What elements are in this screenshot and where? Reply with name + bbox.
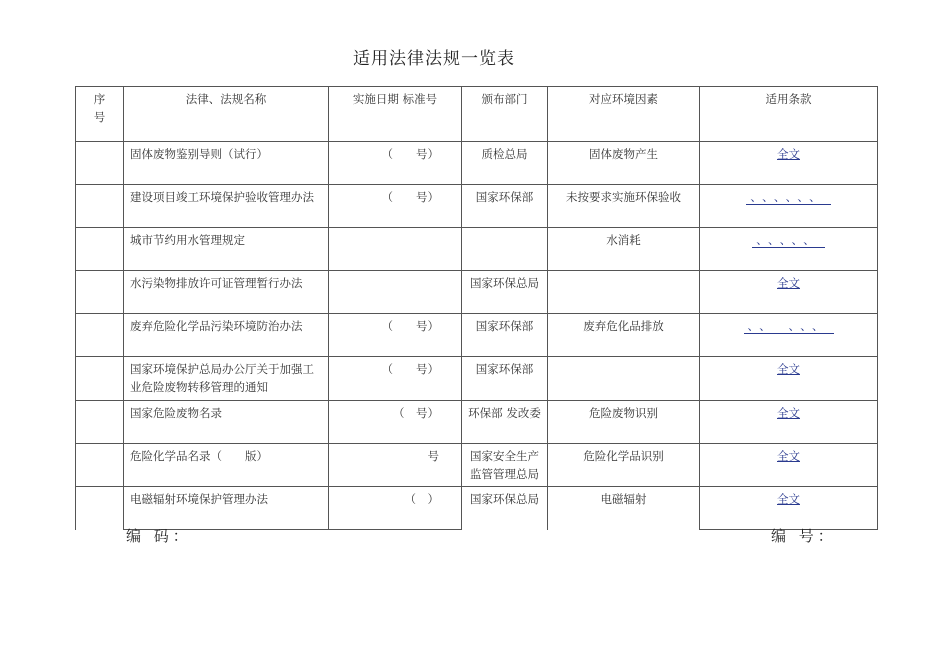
date-standard: （ ） [329, 487, 462, 530]
date-standard [329, 271, 462, 314]
row-number [76, 357, 124, 401]
regulation-name: 电磁辐射环境保护管理办法 [124, 487, 329, 530]
clause-link[interactable]: 全文 [777, 362, 800, 376]
clause-link[interactable]: 全文 [777, 147, 800, 161]
row-number [76, 487, 124, 530]
clause-marks: 、、、、、 [752, 233, 825, 248]
issuing-dept: 国家环保总局 [462, 487, 548, 530]
table-row [76, 357, 878, 401]
applicable-clause [700, 185, 878, 228]
regulation-name: 国家环境保护总局办公厅关于加强工业危险废物转移管理的通知 [124, 357, 329, 401]
header-no: 序 号 [76, 87, 124, 142]
table-row [76, 314, 878, 357]
issuing-dept: 国家环保部 [462, 185, 548, 228]
table-header-row [76, 87, 878, 142]
header-clause: 适用条款 [700, 87, 878, 142]
table-row [76, 185, 878, 228]
environmental-factor: 危险化学品识别 [548, 444, 700, 487]
environmental-factor: 电磁辐射 [548, 487, 700, 530]
clause-link[interactable]: 全文 [777, 449, 800, 463]
date-standard: （ 号） [329, 357, 462, 401]
environmental-factor: 水消耗 [548, 228, 700, 271]
date-standard [329, 228, 462, 271]
row-number [76, 271, 124, 314]
table-row [76, 401, 878, 444]
applicable-clause [700, 228, 878, 271]
regulation-name: 废弃危险化学品污染环境防治办法 [124, 314, 329, 357]
table-row [76, 228, 878, 271]
applicable-clause [700, 314, 878, 357]
applicable-clause [700, 142, 878, 185]
clause-link[interactable]: 全文 [777, 492, 800, 506]
row-number [76, 314, 124, 357]
regulation-name: 建设项目竣工环境保护验收管理办法 [124, 185, 329, 228]
environmental-factor: 废弃危化品排放 [548, 314, 700, 357]
issuing-dept: 国家环保部 [462, 314, 548, 357]
applicable-clause [700, 444, 878, 487]
table-row [76, 487, 878, 530]
clause-marks: 、、 、、、 [744, 319, 834, 334]
header-dept: 颁布部门 [462, 87, 548, 142]
applicable-clause [700, 487, 878, 530]
table-row [76, 142, 878, 185]
issuing-dept: 国家环保部 [462, 357, 548, 401]
date-standard: （ 号） [329, 185, 462, 228]
clause-marks: 、、、、、、 [746, 190, 830, 205]
clause-link[interactable]: 全文 [777, 276, 800, 290]
date-standard: （ 号） [329, 314, 462, 357]
environmental-factor: 危险废物识别 [548, 401, 700, 444]
regulation-name: 城市节约用水管理规定 [124, 228, 329, 271]
page-title: 适用法律法规一览表 [353, 49, 515, 69]
environmental-factor [548, 357, 700, 401]
issuing-dept: 质检总局 [462, 142, 548, 185]
issuing-dept [462, 228, 548, 271]
regulation-name: 危险化学品名录（ 版） [124, 444, 329, 487]
header-name: 法律、法规名称 [124, 87, 329, 142]
header-factor: 对应环境因素 [548, 87, 700, 142]
date-standard: （ 号） [329, 401, 462, 444]
environmental-factor: 未按要求实施环保验收 [548, 185, 700, 228]
footer-number-label: 编 号： [771, 527, 837, 545]
date-standard: 号 [329, 444, 462, 487]
footer-code-label: 编 码： [126, 527, 192, 545]
row-number [76, 401, 124, 444]
table-row [76, 444, 878, 487]
row-number [76, 228, 124, 271]
date-standard: （ 号） [329, 142, 462, 185]
applicable-clause [700, 357, 878, 401]
regulation-name: 固体废物鉴别导则（试行） [124, 142, 329, 185]
table-row [76, 271, 878, 314]
regulations-table [75, 86, 878, 530]
header-date-std: 实施日期 标准号 [329, 87, 462, 142]
row-number [76, 444, 124, 487]
row-number [76, 185, 124, 228]
environmental-factor [548, 271, 700, 314]
issuing-dept: 国家安全生产监管管理总局 [462, 444, 548, 487]
issuing-dept: 环保部 发改委 [462, 401, 548, 444]
applicable-clause [700, 271, 878, 314]
regulation-name: 国家危险废物名录 [124, 401, 329, 444]
issuing-dept: 国家环保总局 [462, 271, 548, 314]
environmental-factor: 固体废物产生 [548, 142, 700, 185]
clause-link[interactable]: 全文 [777, 406, 800, 420]
row-number [76, 142, 124, 185]
regulation-name: 水污染物排放许可证管理暂行办法 [124, 271, 329, 314]
applicable-clause [700, 401, 878, 444]
